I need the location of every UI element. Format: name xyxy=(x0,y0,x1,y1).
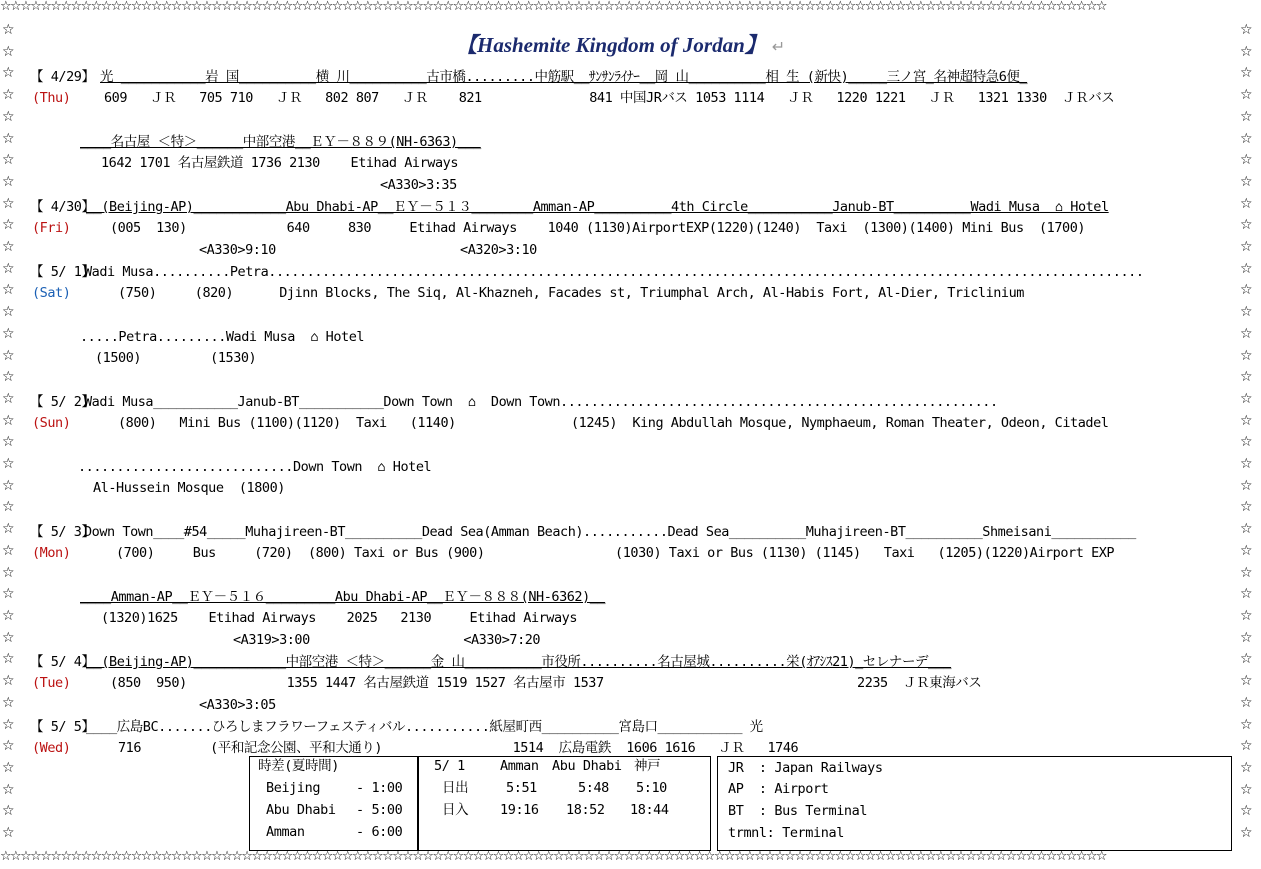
sun-val: 18:52 xyxy=(566,802,605,818)
tz-city: Beijing xyxy=(266,780,321,796)
times-line-2: 1642 1701 名古屋鉄道 1736 2130 Etihad Airways xyxy=(101,155,459,171)
times-line-2: (1500) (1530) xyxy=(95,350,257,366)
sun-val: 5:48 xyxy=(578,780,609,796)
tz-diff: - 6:00 xyxy=(356,824,403,840)
star-border-top: ☆☆☆☆☆☆☆☆☆☆☆☆☆☆☆☆☆☆☆☆☆☆☆☆☆☆☆☆☆☆☆☆☆☆☆☆☆☆☆☆☆☆☆☆☆☆☆☆☆☆☆☆☆☆☆☆☆☆☆☆☆☆☆☆☆☆☆☆☆☆☆☆☆☆☆☆☆☆☆☆☆☆☆☆☆☆☆☆☆☆☆☆☆☆☆☆☆☆☆☆☆☆☆☆☆☆☆☆☆☆ xyxy=(0,0,1106,14)
sun-row-label: 日入 xyxy=(442,802,469,818)
day-of-week: (Thu) xyxy=(32,90,71,106)
return-mark-icon: ↵ xyxy=(771,39,786,56)
route-line-1: 光 ___________岩 国__________横 川__________古市橋.........中筋駅__ｻﾝｻﾝﾗｲﾅｰ__岡 山__________相 生 (新快)_____三ノ宮_名神超特急6便_ xyxy=(100,69,1028,85)
sun-val: 5:51 xyxy=(506,780,537,796)
star-border-left: ☆ ☆ ☆ ☆ ☆ ☆ ☆ ☆ ☆ ☆ ☆ ☆ ☆ ☆ ☆ ☆ ☆ ☆ ☆ ☆ ☆ ☆ ☆ ☆ ☆ ☆ ☆ ☆ ☆ ☆ ☆ ☆ ☆ ☆ ☆ ☆ ☆ ☆ xyxy=(2,22,15,842)
legend-item: JR : Japan Railways xyxy=(728,760,883,776)
route-line-1: __(Beijing-AP)____________中部空港 ＜特＞______金 山__________市役所..........名古屋城..........栄(ｵｱｼｽ21)_セレナーデ___ xyxy=(86,654,952,670)
times-line-1: (750) (820) Djinn Blocks, The Siq, Al-Khazneh, Facades st, Triumphal Arch, Al-Habis Fort, Al-Dier, Triclinium xyxy=(118,285,1024,301)
route-line-2: ............................Down Town ⌂ Hotel xyxy=(78,459,432,475)
day-date: 【 5/ 2】 xyxy=(30,394,95,410)
legend-box xyxy=(717,756,1232,851)
day-date: 【 5/ 1】 xyxy=(30,264,95,280)
day-date: 【 5/ 4】 xyxy=(30,654,95,670)
page-title xyxy=(456,29,785,59)
tz-city: Amman xyxy=(266,824,305,840)
route-line-2: .....Petra.........Wadi Musa ⌂ Hotel xyxy=(80,329,365,345)
day-of-week: (Tue) xyxy=(32,675,71,691)
day-date: 【 4/29】 xyxy=(30,69,95,85)
times-line-1: 609 ＪＲ 705 710 ＪＲ 802 807 ＪＲ 821 841 中国JRバス 1053 1114 ＪＲ 1220 1221 ＪＲ 1321 1330 ＪＲバス xyxy=(104,90,1115,106)
star-border-right: ☆ ☆ ☆ ☆ ☆ ☆ ☆ ☆ ☆ ☆ ☆ ☆ ☆ ☆ ☆ ☆ ☆ ☆ ☆ ☆ ☆ ☆ ☆ ☆ ☆ ☆ ☆ ☆ ☆ ☆ ☆ ☆ ☆ ☆ ☆ ☆ ☆ ☆ xyxy=(1240,22,1253,842)
flight-duration: <A330>3:35 xyxy=(380,177,457,193)
legend-item: AP : Airport xyxy=(728,781,829,797)
flight-duration: <A319>3:00 <A330>7:20 xyxy=(233,632,541,648)
route-line-1: ____広島BC.......ひろしまフラワーフェスティバル...........紙屋町西__________宮島口___________ 光 xyxy=(86,719,763,735)
flight-duration: <A330>9:10 <A320>3:10 xyxy=(199,242,537,258)
sun-val: 5:10 xyxy=(636,780,667,796)
legend-item: trmnl: Terminal xyxy=(728,825,844,841)
timezone-header: 時差(夏時間) xyxy=(258,758,339,774)
tz-city: Abu Dhabi xyxy=(266,802,336,818)
route-line-1: Wadi Musa..........Petra.................................................................................................................. xyxy=(84,264,1144,280)
day-date: 【 5/ 5】 xyxy=(30,719,95,735)
star-border-bottom: ☆☆☆☆☆☆☆☆☆☆☆☆☆☆☆☆☆☆☆☆☆☆☆☆☆☆☆☆☆☆☆☆☆☆☆☆☆☆☆☆☆☆☆☆☆☆☆☆☆☆☆☆☆☆☆☆☆☆☆☆☆☆☆☆☆☆☆☆☆☆☆☆☆☆☆☆☆☆☆☆☆☆☆☆☆☆☆☆☆☆☆☆☆☆☆☆☆☆☆☆☆☆☆☆☆☆☆☆☆☆ xyxy=(0,849,1106,864)
legend-item: BT : Bus Terminal xyxy=(728,803,868,819)
times-line-1: 716 (平和記念公園、平和大通り) 1514 広島電鉄 1606 1616 ＪＲ 1746 xyxy=(118,740,799,756)
sun-col-header: 神戸 xyxy=(634,758,661,774)
sun-col-header: Abu Dhabi xyxy=(552,758,622,774)
sun-val: 18:44 xyxy=(630,802,669,818)
day-of-week: (Mon) xyxy=(32,545,71,561)
day-of-week: (Sun) xyxy=(32,415,71,431)
route-line-2: ____Amman-AP__ＥＹ－５１６_________Abu Dhabi-AP__ＥＹ－８８８(NH-6362)__ xyxy=(80,589,606,605)
sun-val: 19:16 xyxy=(500,802,539,818)
times-line-2: Al-Hussein Mosque (1800) xyxy=(93,480,285,496)
route-line-1: __(Beijing-AP)____________Abu Dhabi-AP__ＥＹ－５１３________Amman-AP__________4th Circle___________Janub-BT__________Wadi Musa ⌂ Hotel xyxy=(86,199,1109,215)
tz-diff: - 5:00 xyxy=(356,802,403,818)
sun-row-label: 日出 xyxy=(442,780,469,796)
title-text: 【Hashemite Kingdom of Jordan】 xyxy=(456,33,766,57)
route-line-2: ____名古屋 ＜特＞______中部空港__ＥＹ－８８９(NH-6363)___ xyxy=(80,134,481,150)
tz-diff: - 1:00 xyxy=(356,780,403,796)
route-line-1: Wadi Musa___________Janub-BT___________Down Town ⌂ Down Town......................................................... xyxy=(84,394,998,410)
flight-duration: <A330>3:05 xyxy=(199,697,276,713)
day-of-week: (Fri) xyxy=(32,220,71,236)
times-line-1: (005 130) 640 830 Etihad Airways 1040 (1130)AirportEXP(1220)(1240) Taxi (1300)(1400) Mini Bus (1700) xyxy=(110,220,1086,236)
timezone-box xyxy=(249,756,419,851)
sun-date: 5/ 1 xyxy=(434,758,465,774)
sunrise-box xyxy=(417,756,711,851)
day-date: 【 5/ 3】 xyxy=(30,524,95,540)
times-line-1: (850 950) 1355 1447 名古屋鉄道 1519 1527 名古屋市 1537 2235 ＪＲ東海バス xyxy=(110,675,982,691)
times-line-1: (700) Bus (720) (800) Taxi or Bus (900) (1030) Taxi or Bus (1130) (1145) Taxi (1205)(1220)Airport EXP xyxy=(116,545,1115,561)
times-line-1: (800) Mini Bus (1100)(1120) Taxi (1140) (1245) King Abdullah Mosque, Nymphaeum, Roman Theater, Odeon, Citadel xyxy=(118,415,1109,431)
day-date: 【 4/30】 xyxy=(30,199,95,215)
times-line-2: (1320)1625 Etihad Airways 2025 2130 Etihad Airways xyxy=(101,610,578,626)
route-line-1: Down Town____#54_____Muhajireen-BT__________Dead Sea(Amman Beach)...........Dead Sea__________Muhajireen-BT__________Shmeisani___________ xyxy=(84,524,1136,540)
day-of-week: (Wed) xyxy=(32,740,71,756)
sun-col-header: Amman xyxy=(500,758,539,774)
day-of-week: (Sat) xyxy=(32,285,71,301)
